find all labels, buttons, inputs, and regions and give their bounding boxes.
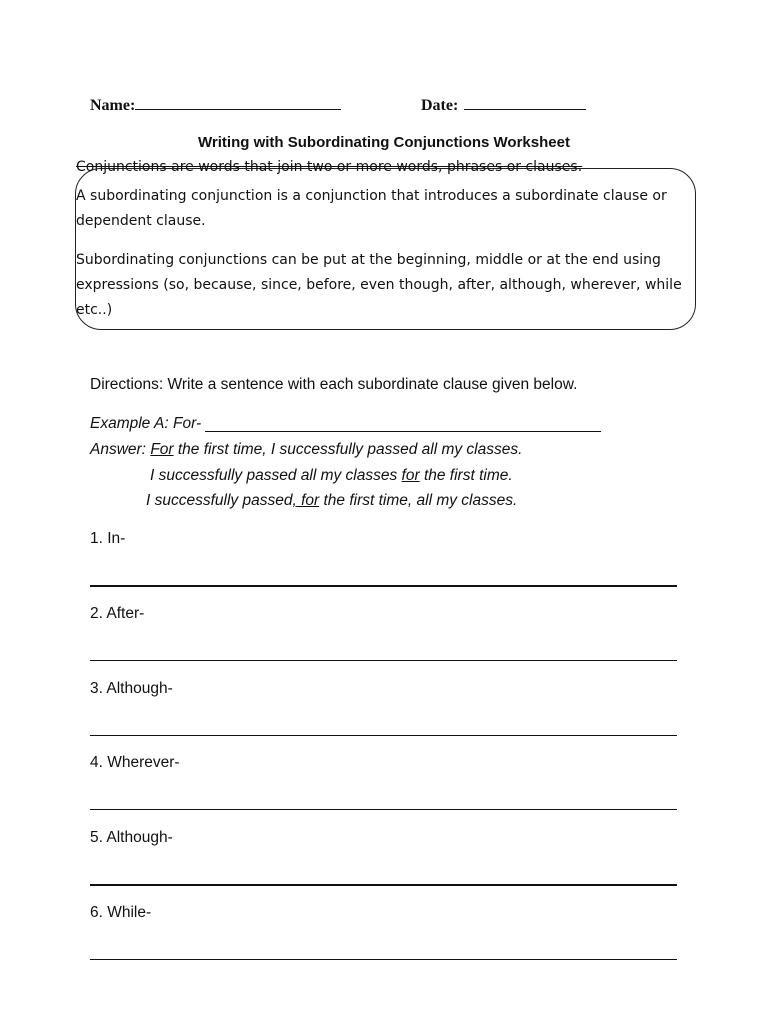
question-3: 3. Although- (90, 680, 173, 697)
answer-line-6[interactable] (90, 959, 677, 960)
example-answer-3 (146, 492, 517, 510)
question-6: 6. While- (90, 904, 152, 921)
example-label (90, 415, 201, 433)
worksheet-title: Writing with Subordinating Conjunctions Worksheet (198, 134, 570, 151)
question-5: 5. Although- (90, 829, 173, 846)
answer-1-conjunction: For (150, 441, 174, 458)
answer-2-post: the first time. (419, 467, 513, 484)
answer-2-conjunction: for (401, 467, 420, 484)
answer-line-5[interactable] (90, 884, 677, 886)
answer-1-rest: the first time, I successfully passed all my classes. (173, 441, 523, 458)
question-4: 4. Wherever- (90, 754, 180, 771)
directions: Directions: Write a sentence with each subordinate clause given below. (90, 376, 578, 393)
example-answer-1 (90, 441, 522, 459)
info-para-3-line-3: etc..) (76, 302, 113, 318)
answer-line-1[interactable] (90, 585, 677, 587)
name-blank[interactable] (135, 95, 341, 110)
date-label: Date: (421, 97, 459, 114)
question-1: 1. In- (90, 530, 126, 547)
answer-label: Answer: (90, 441, 146, 458)
answer-3-conjunction: , for (292, 492, 320, 509)
info-para-2-line-1: A subordinating conjunction is a conjunction that introduces a subordinate clause or (76, 188, 667, 204)
date-field (421, 95, 586, 115)
info-line-1: Conjunctions are words that join two or more words, phrases or clauses. (76, 159, 583, 175)
date-blank[interactable] (464, 95, 586, 110)
info-para-2 (76, 184, 696, 234)
info-para-3-line-1: Subordinating conjunctions can be put at the beginning, middle or at the end using (76, 252, 661, 268)
answer-line-2[interactable] (90, 660, 677, 661)
name-label: Name: (90, 97, 136, 114)
answer-line-3[interactable] (90, 735, 677, 736)
example-answer-2 (150, 467, 513, 485)
info-para-2-line-2: dependent clause. (76, 213, 206, 229)
answer-3-pre: I successfully passed (146, 492, 293, 509)
info-para-3-line-2: expressions (so, because, since, before, even though, after, although, wherever, while (76, 277, 682, 293)
name-field (90, 95, 341, 115)
answer-line-4[interactable] (90, 809, 677, 810)
example-label-text: Example A: For- (90, 415, 202, 432)
answer-2-pre: I successfully passed all my classes (150, 467, 402, 484)
example-blank (205, 431, 601, 432)
info-para-3 (76, 248, 701, 323)
answer-3-post: the first time, all my classes. (319, 492, 518, 509)
question-2: 2. After- (90, 605, 145, 622)
